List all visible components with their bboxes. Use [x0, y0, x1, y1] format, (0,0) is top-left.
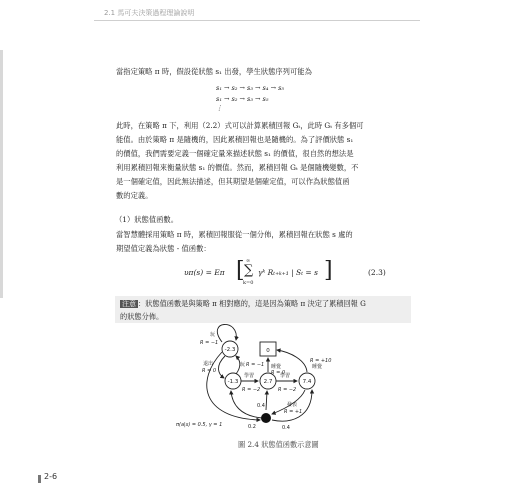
- paragraph-line: 數的定義。: [116, 191, 153, 200]
- equation-body: γᵏ Rₜ₊ₖ₊₁ | Sₜ = s: [258, 268, 318, 277]
- edge-self-loop: [217, 324, 236, 342]
- running-header: 2.1 馬可夫決策過程理論說明: [104, 9, 195, 17]
- paragraph-line: 的價值，我們需要定義一個確定量來描述狀態 s₁ 的價值，很自然的想法是: [116, 149, 354, 158]
- equation-sum-bottom: k=0: [243, 280, 254, 286]
- label-prob-3: 0.4: [282, 425, 290, 431]
- node-value-n5: 0: [266, 348, 270, 354]
- label-reward10: R = +10: [310, 358, 332, 364]
- label-policy: π(a|s) = 0.5, γ = 1: [176, 422, 223, 428]
- label-sleep: 睡覺: [271, 364, 282, 370]
- paragraph-intro: 當指定策略 π 時，假設從狀態 s₁ 出發，學生狀態序列可能為: [116, 67, 312, 76]
- label-sleep-reward: R = 0: [271, 370, 286, 376]
- paragraph-line: 此時，在策略 π 下，利用（2.2）式可以計算累積回報 Gₜ，此時 Gₜ 有多個可: [116, 121, 364, 130]
- equation-lhs: υπ(s) = Eπ: [184, 268, 225, 277]
- note-line: 的狀態分佈。: [120, 311, 164, 321]
- label-play2: 玩: [240, 362, 246, 368]
- sequence-2: s₁ → s₂ → s₃ → s₅: [216, 95, 269, 103]
- edge-exit: [218, 356, 225, 378]
- section-heading: （1）狀態值函數。: [115, 215, 179, 224]
- node-value-n2: -1.3: [227, 379, 239, 385]
- equation-number: (2.3): [368, 268, 386, 277]
- figure-caption: 圖 2.4 狀態值函數示意圖: [238, 440, 319, 449]
- label-study1-reward: R = −2: [242, 387, 261, 393]
- equation-sum-top: ∞: [246, 258, 251, 264]
- edge-sleep-2: [277, 350, 307, 372]
- note-tag: 注意: [122, 300, 136, 308]
- paragraph-line: 當智慧體採用策略 π 時，累積回報服從一個分佈，累積回報在狀態 s 處的: [116, 230, 353, 239]
- label-prob-1: 0.4: [257, 403, 265, 409]
- page-mark: [38, 475, 41, 483]
- label-publish: 發表: [287, 402, 298, 408]
- label-study1: 學習: [244, 373, 255, 379]
- edge-dot-to-n3: [266, 391, 267, 410]
- label-study2-reward: R = −2: [278, 387, 297, 393]
- paragraph-line: 期望值定義為狀態 - 值函數：: [116, 244, 211, 253]
- note-line: ：狀態值函數是與策略 π 相對應的，這是因為策略 π 決定了累積回報 G: [138, 299, 366, 308]
- sequence-ellipsis: ⋮: [216, 104, 223, 112]
- label-exit: 退出: [203, 361, 214, 367]
- label-play-reward: R = −1: [200, 340, 219, 346]
- equation-bracket-right: ]: [324, 258, 333, 283]
- page-number: 2-6: [44, 472, 58, 481]
- label-play: 玩: [210, 332, 216, 338]
- paragraph-line: 是一個確定值，因此無法描述，但其期望是個確定值，可以作為狀態值函: [116, 177, 350, 186]
- paragraph-line: 能值。由於策略 π 是隨機的，因此累積回報也是隨機的。為了評價狀態 s₁: [116, 135, 354, 144]
- label-exit-reward: R = 0: [202, 368, 217, 374]
- label-play2-reward: R = −1: [246, 362, 265, 368]
- node-value-n1: -2.3: [224, 347, 236, 353]
- equation-bracket-left: [: [236, 258, 245, 283]
- label-study2: 學習: [280, 373, 291, 379]
- equation-sum-sign: ∑: [244, 263, 254, 278]
- label-prob-2: 0.2: [248, 424, 256, 430]
- sequence-1: s₁ → s₂ → s₃ → s₄ → s₅: [216, 84, 285, 92]
- label-publish-reward: R = +1: [284, 409, 303, 415]
- paragraph-line: 利用累積回報來衡量狀態 s₁ 的價值。然而，累積回報 Gₜ 是個隨機變數，不: [116, 163, 359, 172]
- node-value-n3: 2.7: [263, 379, 273, 385]
- node-value-n4: 7.4: [302, 379, 312, 385]
- action-dot: [261, 413, 271, 423]
- label-sleep2: 睡覺: [312, 364, 323, 370]
